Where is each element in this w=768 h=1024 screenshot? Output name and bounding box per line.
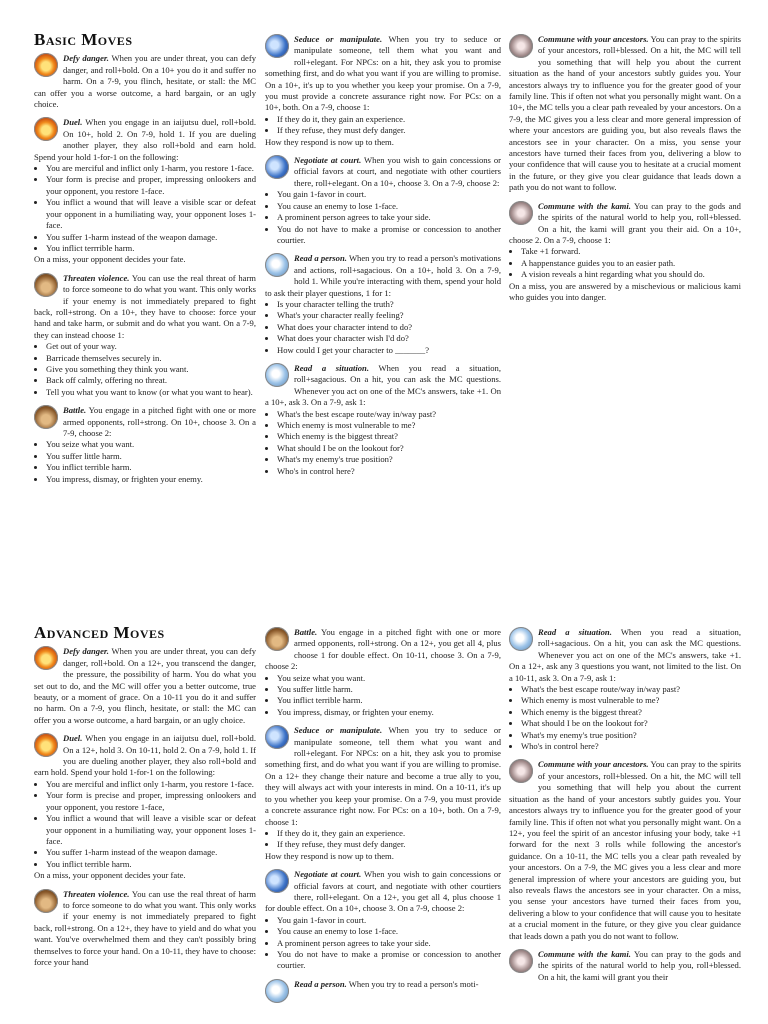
duel-options — [34, 779, 256, 870]
list-item: • You suffer 1-harm instead of the weapon damage. — [46, 232, 256, 243]
list-item: • You inflict terrible harm. — [277, 695, 501, 706]
basic-col-2 — [265, 34, 501, 484]
list-item: • You inflict a wound that will leave a visible scar or defeat your opponent in a humiliating way, your opponent loses 1-face. — [46, 197, 256, 231]
list-item: • A happenstance guides you to an easier path. — [521, 258, 741, 269]
list-item: • If they do it, they gain an experience. — [277, 828, 501, 839]
kami-options — [509, 246, 741, 280]
basic-moves-section — [0, 30, 768, 534]
list-item: • You suffer little harm. — [277, 684, 501, 695]
move-commune-kami: Commune with the kami. You can pray to the gods and the spirits of the natural world to help you, roll+blessed. On a hit, the kami will grant you their aid. On a 10+, choose 2. On a 7-9, choose 1: • Take +1 forward. • A happenstance guides you to an easier path. • A vision reveals a hint regarding what you should do. On a miss, you are answered by a mischevious or malicious kami who guides you into danger. — [509, 201, 741, 304]
list-item: • You cause an enemy to lose 1-face. — [277, 926, 501, 937]
section-title: Basic Moves — [34, 30, 133, 49]
void-element-icon — [509, 949, 533, 973]
earth-element-icon — [34, 889, 58, 913]
move-negotiate-court: Negotiate at court. When you wish to gain concessions or official favors at court, and negotiate with other courtiers there, roll+elegant. On a 10+, choose 3. On a 7-9, choose 2: • You gain 1-favor in court. • You cause an enemy to lose 1-face. • A prominent person agrees to take your side. • You do not have to make a promise or concession to another courtier. — [265, 155, 501, 246]
basic-col-1 — [34, 30, 256, 492]
list-item: • You suffer little harm. — [46, 451, 256, 462]
advanced-col-3 — [509, 627, 741, 990]
duel-options — [34, 163, 256, 254]
negotiate-options — [265, 189, 501, 246]
list-item: • If they refuse, they must defy danger. — [277, 125, 501, 136]
move-commune-kami: Commune with the kami. You can pray to the gods and the spirits of the natural world to help you, roll+blessed. On a hit, the kami will grant you their — [509, 949, 741, 983]
move-seduce-manipulate: Seduce or manipulate. When you try to seduce or manipulate someone, tell them what you want and roll+elegant. For NPCs: on a hit, they ask you to promise something first, and do what you want if you are willing to promise. On a 12+ they change their nature and become a true ally to you, they will always act with your interests in mind. On a 10-11, it's up to you whether you keep your promise. On a 7-9, you must provide a concrete assurance right now. For PCs: on a 10+, both. On a 7-9, choose 1: • If they do it, they gain an experience. • If they refuse, they must defy danger. How they respond is now up to them. — [265, 725, 501, 862]
list-item: • What should I be on the lookout for? — [521, 718, 741, 729]
air-element-icon — [265, 363, 289, 387]
list-item: • What's my enemy's true position? — [277, 454, 501, 465]
move-defy-danger: Defy danger. When you are under threat, you can defy danger, and roll+bold. On a 10+ you do it and suffer no harm. On a 7-9, you flinch, hesitate, or stall: the MC can offer you a worse outcome, a hard bargain, or an ugly choice. — [34, 53, 256, 110]
list-item: • Who's in control here? — [277, 466, 501, 477]
list-item: • A vision reveals a hint regarding what you should do. — [521, 269, 741, 280]
negotiate-options — [265, 915, 501, 972]
list-item: • What's the best escape route/way in/way past? — [521, 684, 741, 695]
list-item: • Which enemy is the biggest threat? — [521, 707, 741, 718]
move-duel: Duel. When you engage in an iaijutsu duel, roll+bold. On 10+, hold 2. On 7-9, hold 1. If you are dueling another player, they also roll+bold and earn hold. Spend your hold 1-for-1 on the following: • You are merciful and inflict only 1-harm, you restore 1-face. • Your form is precise and proper, impressing onlookers and your opponent, you restore 1-face. • You inflict a wound that will leave a visible scar or defeat your opponent in a humiliating way, your opponent loses 1-face. • You suffer 1-harm instead of the weapon damage. • You inflict terrrible harm. On a miss, your opponent decides your fate. — [34, 117, 256, 265]
list-item: • What should I be on the lookout for? — [277, 443, 501, 454]
air-element-icon — [509, 627, 533, 651]
list-item: • You gain 1-favor in court. — [277, 915, 501, 926]
move-read-person: Read a person. When you try to read a person's moti- — [265, 979, 501, 990]
move-read-situation: Read a situation. When you read a situation, roll+sagacious. On a hit, you can ask the MC questions. Whenever you act on one of the MC's answers, take +1. On a 12+, ask any 3 questions you want, not limited to the list. On a 10-11, ask 3. On a 7-9, ask 1: • What's the best escape route/way in/way past? • Which enemy is most vulnerable to me? • Which enemy is the biggest threat? • What should I be on the lookout for? • What's my enemy's true position? • Who's in control here? — [509, 627, 741, 752]
list-item: • Which enemy is the biggest threat? — [277, 431, 501, 442]
battle-options — [34, 439, 256, 485]
list-item: • You do not have to make a promise or concession to another courtier. — [277, 224, 501, 247]
list-item: • Which enemy is most vulnerable to me? — [521, 695, 741, 706]
list-item: • Which enemy is most vulnerable to me? — [277, 420, 501, 431]
list-item: • You inflict terrible harm. — [46, 859, 256, 870]
seduce-options — [265, 114, 501, 137]
list-item: • Give you something they think you want. — [46, 364, 256, 375]
basic-col-3 — [509, 34, 741, 310]
water-element-icon — [265, 869, 289, 893]
move-duel: Duel. When you engage in an iaijutsu duel, roll+bold. On a 12+, hold 3. On 10-11, hold 2. On a 7-9, hold 1. If you are dueling another player, they also roll+bold and earn hold. Spend your hold 1-for-1 on the following: • You are merciful and inflict only 1-harm, you restore 1-face. • Your form is precise and proper, impressing onlookers and your opponent, you restore 1-face, • You inflict a wound that will leave a visible scar or defeat your opponent in a humiliating way, your opponent loses 1-face. • You suffer 1-harm instead of the weapon damage. • You inflict terrible harm. On a miss, your opponent decides your fate. — [34, 733, 256, 881]
move-seduce-manipulate: Seduce or manipulate. When you try to seduce or manipulate someone, tell them what you want and roll+elegant. For NPCs: on a hit, they ask you to promise something first, and do what you want if you are willing to promise. On a 10+, it's up to you whether you keep your promise. On a 7-9, you must provide a concrete assurance right now. For PCs: on a 10+, both. On a 7-9, choose 1: • If they do it, they gain an experience. • If they refuse, they must defy danger. How they respond is now up to them. — [265, 34, 501, 148]
list-item: • Tell you what you want to know (or what you want to hear). — [46, 387, 256, 398]
read-situation-questions — [265, 409, 501, 477]
move-commune-ancestors: Commune with your ancestors. You can pray to the spirits of your ancestors, roll+blessed. On a hit, the MC will tell you something that will help you about the current situation as the hand of your ancestors subtly guides you. Your ancestors always try to influence you for the greater good of your family line. This if often not what you personally might want. On a 12+, you feel the spirit of an ancestor infusing your body, take +1 forward for the next 3 rolls while following the ancestor's guidance. On a 10-11, the MC tells you a clear path revealed by your ancestors. On a 7-9, the MC gives you a less clear and more general impression of where your ancestors are guiding you, but also reveals flaws the ancestors see in your character. On a miss, you sense your ancestors have turned their faces from you, delivering a blow to your confidence that will cause you to hesitate at a crucial moment in the future, or they give you clear guidance that leads down a path you do not want to follow. — [509, 759, 741, 941]
list-item: • What's your character really feeling? — [277, 310, 501, 321]
void-element-icon — [509, 201, 533, 225]
list-item: • Your form is precise and proper, impressing onlookers and your opponent, you restore 1-face, — [46, 790, 256, 813]
list-item: • If they refuse, they must defy danger. — [277, 839, 501, 850]
air-element-icon — [265, 979, 289, 1003]
list-item: • You seize what you want. — [277, 673, 501, 684]
advanced-moves-section — [0, 627, 768, 1024]
list-item: • You impress, dismay, or frighten your enemy. — [277, 707, 501, 718]
list-item: • You seize what you want. — [46, 439, 256, 450]
list-item: • How could I get your character to _______? — [277, 345, 501, 356]
void-element-icon — [509, 34, 533, 58]
list-item: • Back off calmly, offering no threat. — [46, 375, 256, 386]
move-read-situation: Read a situation. When you read a situation, roll+sagacious. On a hit, you can ask the MC questions. Whenever you act on one of the MC's answers, take +1. On a 10+, ask 3. On a 7-9, ask 1: • What's the best escape route/way in/way past? • Which enemy is most vulnerable to me? • Which enemy is the biggest threat? • What should I be on the lookout for? • What's my enemy's true position? • Who's in control here? — [265, 363, 501, 477]
section-title: Advanced Moves — [34, 627, 165, 642]
water-element-icon — [265, 34, 289, 58]
list-item: • Take +1 forward. — [521, 246, 741, 257]
read-situation-questions — [509, 684, 741, 752]
list-item: • You gain 1-favor in court. — [277, 189, 501, 200]
list-item: • What's the best escape route/way in/way past? — [277, 409, 501, 420]
earth-element-icon — [34, 405, 58, 429]
move-battle: Battle. You engage in a pitched fight with one or more armed opponents, roll+strong. On 10+, choose 3. On a 7-9, choose 2: • You seize what you want. • You suffer little harm. • You inflict terrible harm. • You impress, dismay, or frighten your enemy. — [34, 405, 256, 485]
list-item: • Is your character telling the truth? — [277, 299, 501, 310]
list-item: • A prominent person agrees to take your side. — [277, 938, 501, 949]
move-defy-danger: Defy danger. When you are under threat, you can defy danger, roll+bold. On a 12+, you transcend the danger, the pressure, the possibility of harm. You do what you set out to do, and the MC will offer you a better outcome, true beauty, or a moment of grace. On a 10-11 you do it and suffer no harm. On a 7-9, you flinch, hesitate, or stall: the MC can offer you a worse outcome, a hard bargain, or an ugly choice. — [34, 646, 256, 725]
list-item: • You inflict a wound that will leave a visible scar or defeat your opponent in a humiliating way, your opponent loses 1-face. — [46, 813, 256, 847]
move-negotiate-court: Negotiate at court. When you wish to gain concessions or official favors at court, and negotiate with other courtiers there, roll+elegant. On a 12+, you get all 4, plus choose 1 for double effect. On a 10+, choose 3. On a 7-9, choose 2: • You gain 1-favor in court. • You cause an enemy to lose 1-face. • A prominent person agrees to take your side. • You do not have to make a promise or concession to another courtier. — [265, 869, 501, 972]
move-threaten-violence: Threaten violence. You can use the real threat of harm to force someone to do what you want. This only works if your enemy is not immediately prepared to fight back, roll+strong. On a 10+, they have to choose: force your hand and take harm, or submit and do what you want. On a 7-9, they can instead choose 1: • Get out of your way. • Barricade themselves securely in. • Give you something they think you want. • Back off calmly, offering no threat. • Tell you what you want to know (or what you want to hear). — [34, 273, 256, 398]
list-item: • You cause an enemy to lose 1-face. — [277, 201, 501, 212]
list-item: • If they do it, they gain an experience. — [277, 114, 501, 125]
move-battle: Battle. You engage in a pitched fight with one or more armed opponents, roll+strong. On a 12+, you get all 4, plus choose 1 for double effect. On 10-11, choose 3. On a 7-9, choose 2: • You seize what you want. • You suffer little harm. • You inflict terrible harm. • You impress, dismay, or frighten your enemy. — [265, 627, 501, 718]
move-read-person: Read a person. When you try to read a person's motivations and actions, roll+sagacious. On a 10+, hold 3. On a 7-9, hold 1. While you're interacting with them, spend your hold to ask their player questions, 1 for 1: • Is your character telling the truth? • What's your character really feeling? • What does your character intend to do? • What does your character wish I'd do? • How could I get your character to _______? — [265, 253, 501, 356]
list-item: • Get out of your way. — [46, 341, 256, 352]
list-item: • You are merciful and inflict only 1-harm, you restore 1-face. — [46, 163, 256, 174]
list-item: • Barricade themselves securely in. — [46, 353, 256, 364]
threaten-options — [34, 341, 256, 398]
list-item: • What does your character wish I'd do? — [277, 333, 501, 344]
list-item: • You do not have to make a promise or concession to another courtier. — [277, 949, 501, 972]
read-person-questions — [265, 299, 501, 356]
list-item: • What's my enemy's true position? — [521, 730, 741, 741]
advanced-col-2 — [265, 627, 501, 1004]
earth-element-icon — [34, 273, 58, 297]
advanced-col-1 — [34, 627, 256, 975]
move-threaten-violence: Threaten violence. You can use the real threat of harm to force someone to do what you want. This only works if your enemy is not immediately prepared to fight back, roll+strong. On a 12+, they have to yield and do what you want. You've overwhelmed them and they can't possibly bring themselves to force your hand. On a 10-11, they have to choose: force your hand — [34, 888, 256, 967]
battle-options — [265, 673, 501, 719]
list-item: • You are merciful and inflict only 1-harm, you restore 1-face. — [46, 779, 256, 790]
list-item: • You impress, dismay, or frighten your enemy. — [46, 474, 256, 485]
earth-element-icon — [265, 627, 289, 651]
list-item: • You inflict terrrible harm. — [46, 243, 256, 254]
list-item: • A prominent person agrees to take your side. — [277, 212, 501, 223]
list-item: • What does your character intend to do? — [277, 322, 501, 333]
water-element-icon — [265, 155, 289, 179]
seduce-options — [265, 828, 501, 851]
list-item: • Who's in control here? — [521, 741, 741, 752]
list-item: • You suffer 1-harm instead of the weapon damage. — [46, 847, 256, 858]
move-commune-ancestors: Commune with your ancestors. You can pray to the spirits of your ancestors, roll+blessed. On a hit, the MC will tell you something that will help you about the current situation as the hand of your ancestors subtly guides you. Your ancestors always try to influence you for the greater good of your family line. This if often not what you personally might want. On a 10+, the MC tells you a clear path revealed by your ancestors. On a 7-9, the MC gives you a less clear and more general impression of where your ancestors are guiding you, but also reveals flaws the ancestors see in your character. On a miss, you sense your ancestors have turned their faces from you, delivering a blow to your confidence that will cause you to hesitate at a crucial moment in the future, or they give you clear guidance that leads down a path you do not want to follow. — [509, 34, 741, 193]
list-item: • You inflict terrible harm. — [46, 462, 256, 473]
list-item: • Your form is precise and proper, impressing onlookers and your opponent, you restore 1-face. — [46, 174, 256, 197]
